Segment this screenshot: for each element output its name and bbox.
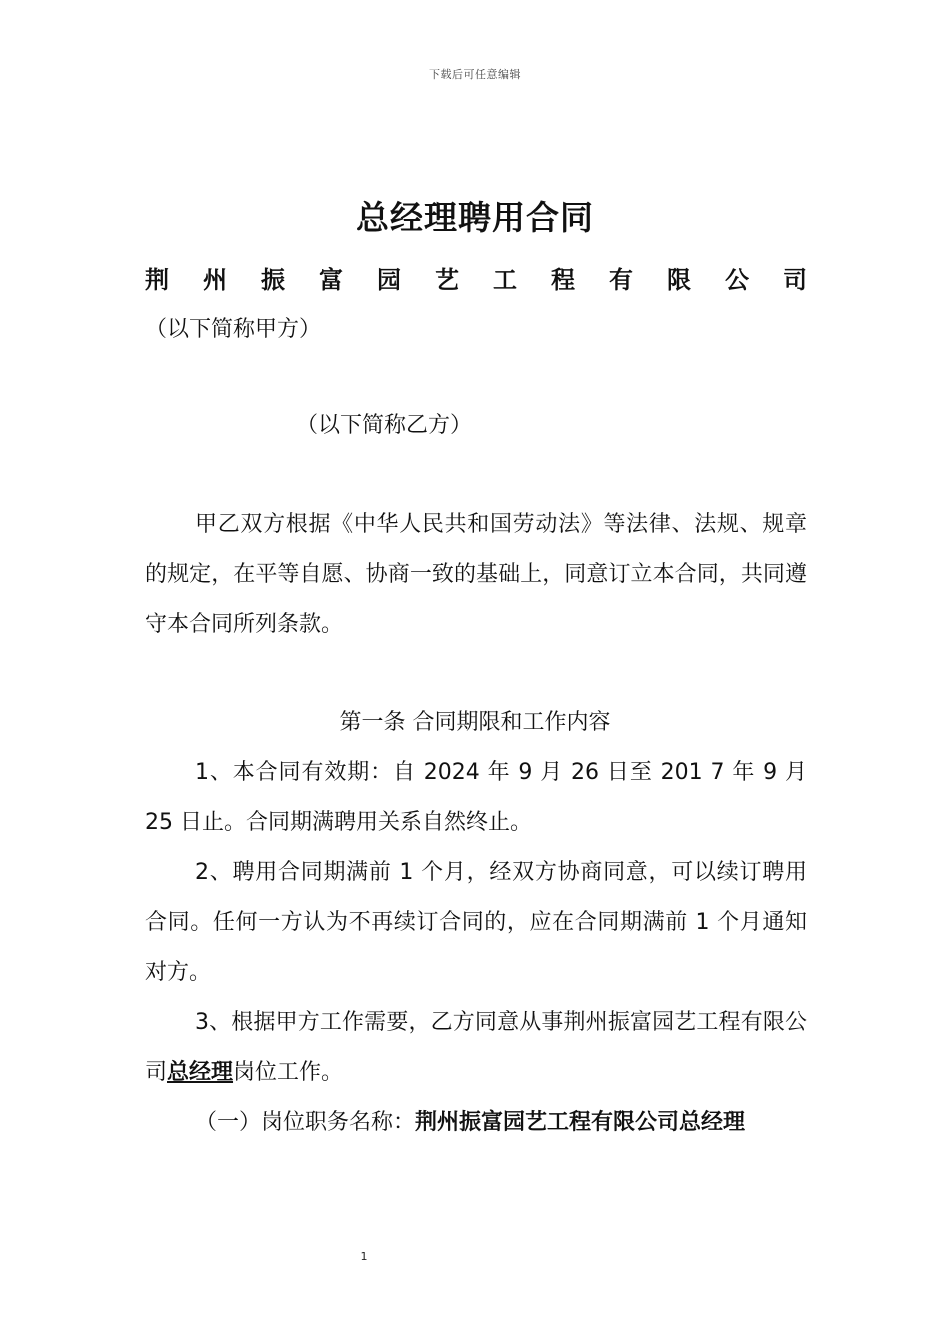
company-char: 州 — [203, 266, 227, 294]
clause-1: 1、本合同有效期：自 2024 年 9 月 26 日至 201 7 年 9 月 25 日止。合同期满聘用关系自然终止。 — [145, 760, 807, 835]
company-char: 园 — [377, 266, 401, 294]
clause-3 — [145, 998, 807, 1098]
company-name-line — [145, 260, 807, 295]
company-char: 富 — [319, 266, 343, 294]
page-number: 1 — [360, 1250, 368, 1263]
party-b-note: （以下简称乙方） — [296, 413, 473, 438]
party-a-note: （以下简称甲方） — [145, 317, 322, 342]
company-char: 有 — [609, 266, 633, 294]
header-note: 下载后可任意编辑 — [429, 68, 521, 81]
clause-3-prefix: 3、根据甲方工作需要，乙方同意从事荆州振富园艺工程有限公司 — [145, 1010, 807, 1085]
position-line — [145, 1098, 807, 1148]
section-1-title: 第一条 合同期限和工作内容 — [339, 710, 611, 735]
position-label: （一）岗位职务名称： — [195, 1110, 416, 1135]
clause-3-role: 总经理 — [167, 1060, 234, 1085]
company-char: 荆 — [145, 266, 169, 294]
company-char: 公 — [725, 266, 749, 294]
position-value: 荆州振富园艺工程有限公司总经理 — [415, 1110, 746, 1135]
company-char: 振 — [261, 266, 285, 294]
company-char: 程 — [551, 266, 575, 294]
company-char: 司 — [783, 266, 807, 294]
intro-paragraph: 甲乙双方根据《中华人民共和国劳动法》等法律、法规、规章的规定，在平等自愿、协商一致的基础上，同意订立本合同，共同遵守本合同所列条款。 — [145, 512, 807, 637]
company-char: 限 — [667, 266, 691, 294]
company-char: 艺 — [435, 266, 459, 294]
document-title: 总经理聘用合同 — [356, 198, 594, 237]
clause-2: 2、聘用合同期满前 1 个月，经双方协商同意，可以续订聘用合同。任何一方认为不再续订合同的，应在合同期满前 1 个月通知对方。 — [145, 860, 807, 985]
clause-3-suffix: 岗位工作。 — [233, 1060, 344, 1085]
company-char: 工 — [493, 266, 517, 294]
